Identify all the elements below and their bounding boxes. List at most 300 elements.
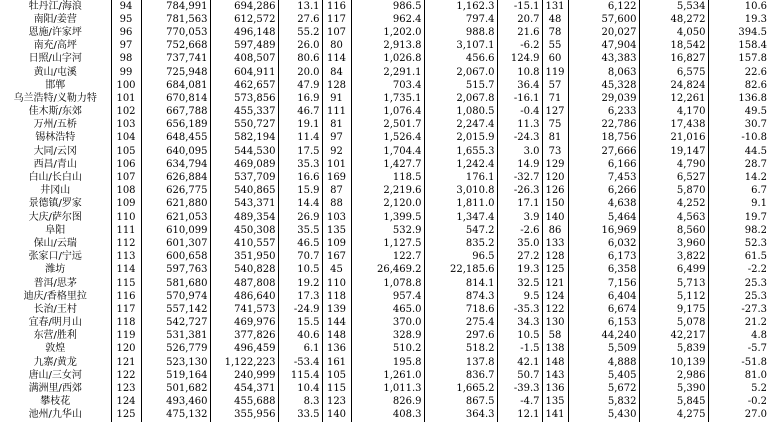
cell-movements-previous: 6,527	[639, 171, 708, 184]
cell-passengers-previous: 573,856	[210, 92, 278, 105]
cell-cargo-previous: 1,347.4	[424, 211, 497, 224]
cell-passengers-previous: 496,459	[210, 343, 278, 356]
cell-airport-name: 南阳/姜营	[0, 13, 111, 26]
table-row	[0, 53, 769, 66]
cell-passengers-previous: 455,688	[210, 396, 278, 409]
cell-airport-name: 敦煌	[0, 343, 111, 356]
cell-passengers-current: 648,455	[141, 132, 210, 145]
table-row	[0, 264, 769, 277]
cell-cargo-rank: 103	[322, 211, 351, 224]
cell-passenger-rank: 103	[111, 119, 141, 132]
cell-movements-previous: 4,563	[639, 211, 708, 224]
cell-movements-previous: 21,016	[639, 132, 708, 145]
cell-cargo-rank: 80	[322, 40, 351, 53]
cell-movements-growth: 82.6	[744, 79, 767, 91]
table-row	[0, 277, 769, 290]
cell-cargo-rank: 87	[322, 185, 351, 198]
table-row	[0, 119, 769, 132]
cell-airport-name: 牡丹江/海浪	[0, 0, 111, 13]
cell-movements-previous: 4,275	[639, 409, 708, 422]
cell-movements-growth: 27.0	[744, 409, 767, 421]
cell-movements-current: 4,638	[568, 198, 639, 211]
cell-airport-name: 迪庆/香格里拉	[0, 290, 111, 303]
cell-cargo-current: 26,469.2	[351, 264, 424, 277]
cell-movements-rank: 119	[542, 66, 568, 79]
cell-movements-growth: 22.6	[744, 66, 767, 78]
cell-cargo-growth: -26.3	[497, 185, 542, 198]
table-row	[0, 106, 769, 119]
cell-cargo-previous: 874.3	[424, 290, 497, 303]
cell-airport-name: 西昌/青山	[0, 158, 111, 171]
cell-airport-name: 白山/长白山	[0, 171, 111, 184]
cell-movements-current: 6,173	[568, 251, 639, 264]
cell-passengers-current: 531,381	[141, 330, 210, 343]
cell-movements-growth: -27.3	[741, 303, 767, 315]
cell-passenger-rank: 117	[111, 303, 141, 316]
cell-cargo-growth: -4.7	[497, 396, 542, 409]
cell-cargo-previous: 1,811.0	[424, 198, 497, 211]
cell-cargo-rank: 91	[322, 92, 351, 105]
cell-movements-rank: 81	[542, 132, 568, 145]
cell-cargo-rank: 101	[322, 158, 351, 171]
cell-passengers-growth: 27.6	[278, 13, 322, 26]
cell-movements-rank: 143	[542, 369, 568, 382]
cell-cargo-current: 1,399.5	[351, 211, 424, 224]
cell-cargo-current: 957.4	[351, 290, 424, 303]
cell-passenger-rank: 124	[111, 396, 141, 409]
cell-passenger-rank: 121	[111, 356, 141, 369]
cell-movements-current: 6,404	[568, 290, 639, 303]
cell-movements-current: 5,832	[568, 396, 639, 409]
cell-passengers-growth: 19.2	[278, 277, 322, 290]
cell-passengers-current: 781,563	[141, 13, 210, 26]
cell-passengers-current: 670,814	[141, 92, 210, 105]
cell-passengers-current: 581,680	[141, 277, 210, 290]
cell-passengers-current: 752,668	[141, 40, 210, 53]
cell-airport-name: 唐山/三女河	[0, 369, 111, 382]
table-row	[0, 290, 769, 303]
cell-passengers-growth: 46.5	[278, 237, 322, 250]
cell-cargo-rank: 84	[322, 66, 351, 79]
cell-passengers-previous: 469,089	[210, 158, 278, 171]
cell-passenger-rank: 125	[111, 409, 141, 422]
cell-passenger-rank: 108	[111, 185, 141, 198]
cell-passengers-growth: 11.4	[278, 132, 322, 145]
cell-movements-current: 44,240	[568, 330, 639, 343]
cell-passengers-previous: 408,507	[210, 53, 278, 66]
cell-cargo-rank: 45	[322, 264, 351, 277]
table-row	[0, 356, 769, 369]
cell-cargo-growth: 19.3	[497, 264, 542, 277]
cell-movements-rank: 127	[542, 106, 568, 119]
cell-passengers-growth: 35.3	[278, 158, 322, 171]
cell-cargo-growth: 10.5	[497, 330, 542, 343]
table-row	[0, 251, 769, 264]
cell-movements-current: 20,027	[568, 26, 639, 39]
cell-passenger-rank: 101	[111, 92, 141, 105]
cell-cargo-previous: 96.5	[424, 251, 497, 264]
cell-movements-growth: 157.8	[738, 53, 767, 65]
table-row	[0, 317, 769, 330]
cell-movements-growth: -51.8	[741, 356, 767, 368]
cell-movements-previous: 5,112	[639, 290, 708, 303]
cell-cargo-growth: 21.6	[497, 26, 542, 39]
cell-passenger-rank: 111	[111, 224, 141, 237]
cell-passengers-previous: 741,573	[210, 303, 278, 316]
cell-passengers-growth: 47.9	[278, 79, 322, 92]
cell-movements-rank: 131	[542, 0, 568, 13]
cell-passengers-current: 557,142	[141, 303, 210, 316]
cell-cargo-rank: 117	[322, 13, 351, 26]
cell-passengers-growth: 20.0	[278, 66, 322, 79]
cell-movements-growth: 10.6	[744, 0, 767, 12]
cell-movements-current: 7,156	[568, 277, 639, 290]
cell-cargo-rank: 140	[322, 409, 351, 422]
cell-movements-growth: -10.8	[741, 132, 767, 144]
cell-cargo-current: 510.2	[351, 343, 424, 356]
cell-cargo-rank: 136	[322, 343, 351, 356]
cell-cargo-current: 195.8	[351, 356, 424, 369]
cell-cargo-growth: 17.1	[497, 198, 542, 211]
cell-movements-rank: 124	[542, 290, 568, 303]
cell-movements-previous: 5,078	[639, 317, 708, 330]
cell-airport-name: 南充/高坪	[0, 40, 111, 53]
cell-passengers-previous: 1,122,223	[210, 356, 278, 369]
cell-cargo-current: 2,291.1	[351, 66, 424, 79]
cell-movements-rank: 138	[542, 343, 568, 356]
cell-cargo-current: 703.4	[351, 79, 424, 92]
cell-passengers-previous: 544,530	[210, 145, 278, 158]
cell-movements-current: 6,674	[568, 303, 639, 316]
cell-movements-growth: 98.2	[744, 224, 767, 236]
cell-passengers-current: 626,884	[141, 171, 210, 184]
cell-passengers-current: 737,741	[141, 53, 210, 66]
table-row	[0, 330, 769, 343]
cell-cargo-growth: 20.7	[497, 13, 542, 26]
cell-airport-name: 恩施/许家坪	[0, 26, 111, 39]
cell-movements-current: 4,888	[568, 356, 639, 369]
cell-airport-name: 黄山/屯溪	[0, 66, 111, 79]
cell-airport-name: 东营/胜利	[0, 330, 111, 343]
cell-movements-growth: 49.5	[744, 106, 767, 118]
cell-movements-previous: 5,845	[639, 396, 708, 409]
cell-movements-current: 6,166	[568, 158, 639, 171]
cell-cargo-current: 2,501.7	[351, 119, 424, 132]
cell-cargo-growth: 50.7	[497, 369, 542, 382]
table-row	[0, 382, 769, 395]
cell-movements-rank: 57	[542, 79, 568, 92]
cell-cargo-current: 465.0	[351, 303, 424, 316]
cell-cargo-previous: 364.3	[424, 409, 497, 422]
cell-passengers-growth: 16.6	[278, 171, 322, 184]
cell-passengers-current: 570,974	[141, 290, 210, 303]
cell-cargo-rank: 161	[322, 356, 351, 369]
cell-cargo-rank: 105	[322, 369, 351, 382]
cell-movements-previous: 12,261	[639, 92, 708, 105]
cell-airport-name: 阜阳	[0, 224, 111, 237]
cell-passenger-rank: 105	[111, 145, 141, 158]
cell-passengers-previous: 537,709	[210, 171, 278, 184]
cell-airport-name: 大庆/萨尔图	[0, 211, 111, 224]
cell-cargo-rank: 169	[322, 171, 351, 184]
cell-movements-growth: 4.8	[751, 330, 767, 342]
cell-movements-growth: 158.4	[738, 40, 767, 52]
cell-cargo-growth: -1.5	[497, 343, 542, 356]
cell-passengers-previous: 351,950	[210, 251, 278, 264]
cell-cargo-current: 1,011.3	[351, 382, 424, 395]
table-row	[0, 92, 769, 105]
cell-movements-previous: 3,960	[639, 237, 708, 250]
table-row	[0, 369, 769, 382]
cell-movements-growth: 61.5	[744, 251, 767, 263]
cell-passengers-growth: 80.6	[278, 53, 322, 66]
cell-cargo-rank: 107	[322, 26, 351, 39]
cell-movements-growth: 52.3	[744, 237, 767, 249]
cell-movements-current: 6,032	[568, 237, 639, 250]
table-row	[0, 158, 769, 171]
cell-movements-rank: 126	[542, 185, 568, 198]
cell-cargo-previous: 797.4	[424, 13, 497, 26]
cell-movements-rank: 55	[542, 40, 568, 53]
cell-passengers-growth: 6.1	[278, 343, 322, 356]
cell-movements-growth: 28.7	[744, 158, 767, 170]
cell-movements-growth: 19.7	[744, 211, 767, 223]
cell-cargo-growth: 35.0	[497, 237, 542, 250]
cell-passengers-current: 770,053	[141, 26, 210, 39]
cell-passenger-rank: 99	[111, 66, 141, 79]
cell-movements-rank: 78	[542, 26, 568, 39]
cell-passengers-previous: 550,727	[210, 119, 278, 132]
cell-movements-previous: 5,870	[639, 185, 708, 198]
cell-movements-rank: 58	[542, 330, 568, 343]
table-row	[0, 13, 769, 26]
cell-movements-previous: 2,986	[639, 369, 708, 382]
cell-cargo-previous: 718.6	[424, 303, 497, 316]
cell-passengers-previous: 489,354	[210, 211, 278, 224]
cell-airport-name: 保山/云瑞	[0, 237, 111, 250]
cell-cargo-rank: 81	[322, 119, 351, 132]
cell-movements-current: 47,904	[568, 40, 639, 53]
cell-passenger-rank: 100	[111, 79, 141, 92]
cell-movements-rank: 48	[542, 13, 568, 26]
cell-cargo-previous: 2,015.9	[424, 132, 497, 145]
cell-movements-current: 6,266	[568, 185, 639, 198]
cell-cargo-rank: 114	[322, 53, 351, 66]
cell-passenger-rank: 112	[111, 237, 141, 250]
cell-passengers-growth: 35.5	[278, 224, 322, 237]
table-row	[0, 396, 769, 409]
cell-movements-growth: 394.5	[738, 26, 767, 38]
cell-movements-previous: 8,560	[639, 224, 708, 237]
cell-movements-rank: 125	[542, 264, 568, 277]
cell-movements-current: 43,383	[568, 53, 639, 66]
cell-passengers-current: 784,991	[141, 0, 210, 13]
cell-passengers-previous: 543,371	[210, 198, 278, 211]
cell-passengers-growth: 15.9	[278, 185, 322, 198]
cell-cargo-rank: 167	[322, 251, 351, 264]
cell-cargo-current: 1,127.5	[351, 237, 424, 250]
cell-movements-current: 6,358	[568, 264, 639, 277]
cell-cargo-rank: 97	[322, 132, 351, 145]
cell-passenger-rank: 96	[111, 26, 141, 39]
cell-passengers-previous: 487,808	[210, 277, 278, 290]
cell-passenger-rank: 113	[111, 251, 141, 264]
cell-cargo-current: 1,261.0	[351, 369, 424, 382]
cell-movements-current: 27,666	[568, 145, 639, 158]
table-row	[0, 343, 769, 356]
cell-movements-current: 7,453	[568, 171, 639, 184]
cell-passengers-current: 667,788	[141, 106, 210, 119]
cell-passengers-previous: 496,148	[210, 26, 278, 39]
cell-movements-current: 29,039	[568, 92, 639, 105]
table-row	[0, 171, 769, 184]
cell-cargo-previous: 137.8	[424, 356, 497, 369]
cell-passengers-current: 656,189	[141, 119, 210, 132]
cell-movements-previous: 4,790	[639, 158, 708, 171]
cell-passengers-current: 601,307	[141, 237, 210, 250]
cell-passengers-current: 493,460	[141, 396, 210, 409]
cell-movements-previous: 4,050	[639, 26, 708, 39]
cell-passengers-previous: 462,657	[210, 79, 278, 92]
cell-movements-previous: 4,170	[639, 106, 708, 119]
cell-cargo-rank: 88	[322, 198, 351, 211]
cell-cargo-previous: 835.2	[424, 237, 497, 250]
cell-movements-growth: 19.3	[744, 13, 767, 25]
cell-movements-current: 6,233	[568, 106, 639, 119]
cell-passengers-growth: 15.5	[278, 317, 322, 330]
cell-cargo-previous: 1,242.4	[424, 158, 497, 171]
cell-cargo-current: 2,219.6	[351, 185, 424, 198]
cell-cargo-rank: 148	[322, 330, 351, 343]
table-row	[0, 132, 769, 145]
cell-cargo-rank: 111	[322, 106, 351, 119]
cell-movements-growth: 9.1	[751, 198, 767, 210]
cell-cargo-growth: -35.3	[497, 303, 542, 316]
cell-movements-previous: 5,839	[639, 343, 708, 356]
cell-movements-previous: 24,824	[639, 79, 708, 92]
cell-passengers-previous: 377,826	[210, 330, 278, 343]
cell-cargo-current: 1,026.8	[351, 53, 424, 66]
cell-passengers-previous: 240,999	[210, 369, 278, 382]
cell-movements-rank: 133	[542, 237, 568, 250]
cell-movements-current: 18,756	[568, 132, 639, 145]
cell-movements-previous: 42,217	[639, 330, 708, 343]
cell-cargo-rank: 92	[322, 145, 351, 158]
cell-movements-rank: 130	[542, 317, 568, 330]
cell-cargo-growth: 12.1	[497, 409, 542, 422]
cell-passengers-growth: 26.9	[278, 211, 322, 224]
cell-passengers-previous: 469,976	[210, 317, 278, 330]
cell-passengers-current: 621,880	[141, 198, 210, 211]
cell-cargo-growth: 34.3	[497, 317, 542, 330]
cell-movements-current: 22,786	[568, 119, 639, 132]
cell-cargo-current: 370.0	[351, 317, 424, 330]
cell-movements-rank: 128	[542, 251, 568, 264]
cell-passengers-current: 725,948	[141, 66, 210, 79]
cell-cargo-growth: -24.3	[497, 132, 542, 145]
cell-cargo-previous: 22,185.6	[424, 264, 497, 277]
cell-airport-name: 大同/云冈	[0, 145, 111, 158]
cell-cargo-current: 122.7	[351, 251, 424, 264]
table-row	[0, 145, 769, 158]
cell-cargo-previous: 176.1	[424, 171, 497, 184]
cell-cargo-rank: 110	[322, 277, 351, 290]
cell-cargo-current: 532.9	[351, 224, 424, 237]
cell-passengers-growth: 16.9	[278, 92, 322, 105]
cell-airport-name: 张家口/宁远	[0, 251, 111, 264]
cell-airport-name: 池州/九华山	[0, 409, 111, 422]
cell-cargo-growth: 42.1	[497, 356, 542, 369]
cell-airport-name: 宜春/明月山	[0, 317, 111, 330]
cell-passengers-growth: 26.0	[278, 40, 322, 53]
cell-passenger-rank: 97	[111, 40, 141, 53]
table-row	[0, 211, 769, 224]
cell-passenger-rank: 116	[111, 290, 141, 303]
cell-passengers-growth: 13.1	[278, 0, 322, 13]
cell-cargo-growth: -32.7	[497, 171, 542, 184]
cell-cargo-growth: -15.1	[497, 0, 542, 13]
cell-cargo-growth: -0.4	[497, 106, 542, 119]
cell-passengers-growth: 8.3	[278, 396, 322, 409]
cell-movements-previous: 10,139	[639, 356, 708, 369]
cell-movements-current: 45,328	[568, 79, 639, 92]
cell-airport-name: 潍坊	[0, 264, 111, 277]
cell-cargo-rank: 109	[322, 237, 351, 250]
cell-movements-rank: 73	[542, 145, 568, 158]
cell-cargo-previous: 814.1	[424, 277, 497, 290]
table-row	[0, 409, 769, 422]
cell-movements-current: 6,122	[568, 0, 639, 13]
cell-movements-growth: 25.3	[744, 277, 767, 289]
cell-passenger-rank: 95	[111, 13, 141, 26]
cell-cargo-previous: 547.2	[424, 224, 497, 237]
cell-movements-rank: 120	[542, 171, 568, 184]
cell-cargo-growth: 27.2	[497, 251, 542, 264]
table-row	[0, 0, 769, 13]
cell-cargo-current: 1,704.4	[351, 145, 424, 158]
cell-movements-current: 5,672	[568, 382, 639, 395]
cell-cargo-previous: 515.7	[424, 79, 497, 92]
cell-movements-growth: 44.5	[744, 145, 767, 157]
cell-cargo-previous: 1,080.5	[424, 106, 497, 119]
cell-movements-growth: 5.2	[751, 383, 767, 395]
cell-passengers-previous: 486,640	[210, 290, 278, 303]
cell-passengers-growth: 70.7	[278, 251, 322, 264]
cell-passengers-previous: 582,194	[210, 132, 278, 145]
cell-movements-growth: 14.2	[744, 172, 767, 184]
cell-passengers-current: 610,099	[141, 224, 210, 237]
cell-passengers-current: 542,727	[141, 317, 210, 330]
cell-movements-previous: 5,390	[639, 382, 708, 395]
cell-passengers-current: 526,779	[141, 343, 210, 356]
cell-movements-growth: 30.7	[744, 119, 767, 131]
cell-passengers-previous: 455,337	[210, 106, 278, 119]
cell-cargo-previous: 297.6	[424, 330, 497, 343]
cell-passengers-previous: 450,308	[210, 224, 278, 237]
cell-movements-rank: 141	[542, 409, 568, 422]
cell-passenger-rank: 118	[111, 317, 141, 330]
cell-passengers-current: 597,763	[141, 264, 210, 277]
cell-passengers-growth: 17.5	[278, 145, 322, 158]
cell-cargo-previous: 867.5	[424, 396, 497, 409]
cell-cargo-growth: 14.9	[497, 158, 542, 171]
cell-movements-rank: 71	[542, 92, 568, 105]
cell-cargo-previous: 1,665.2	[424, 382, 497, 395]
cell-cargo-rank: 135	[322, 224, 351, 237]
cell-airport-name: 景德镇/罗家	[0, 198, 111, 211]
cell-cargo-current: 1,076.4	[351, 106, 424, 119]
cell-passengers-previous: 694,286	[210, 0, 278, 13]
